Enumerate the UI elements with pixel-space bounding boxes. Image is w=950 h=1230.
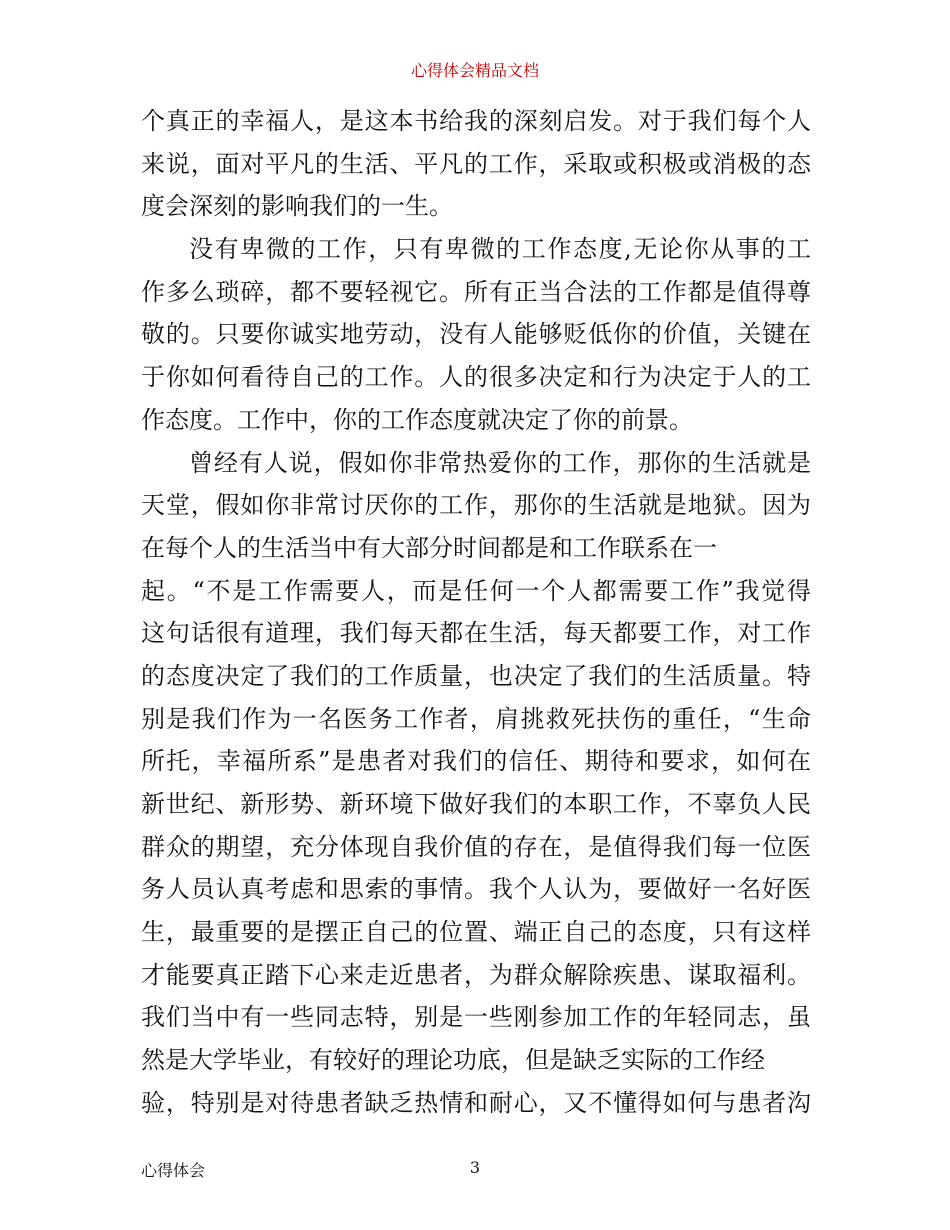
text-line: 我们当中有一些同志特，别是一些刚参加工作的年轻同志，虽 xyxy=(141,1003,811,1032)
text-line: 群众的期望，充分体现自我价值的存在，是值得我们每一位医 xyxy=(141,832,811,861)
text-line: 这句话很有道理，我们每天都在生活，每天都要工作，对工作 xyxy=(141,619,811,648)
text-line: 新世纪、新形势、新环境下做好我们的本职工作，不辜负人民 xyxy=(141,790,811,818)
text-line: 别是我们作为一名医务工作者，肩挑救死扶伤的重任，“生命 xyxy=(141,704,811,733)
text-line: 验，特别是对待患者缺乏热情和耐心，又不懂得如何与患者沟 xyxy=(141,1088,811,1117)
text-line: 没有卑微的工作，只有卑微的工作态度,无论你从事的工 xyxy=(189,235,811,264)
footer-label: 心得体会 xyxy=(141,1161,206,1180)
text-line: 曾经有人说，假如你非常热爱你的工作，那你的生活就是 xyxy=(189,448,811,477)
text-line: 天堂，假如你非常讨厌你的工作，那你的生活就是地狱。因为 xyxy=(141,491,811,520)
text-line: 起。“不是工作需要人，而是任何一个人都需要工作”我觉得 xyxy=(141,576,811,605)
text-line: 然是大学毕业，有较好的理论功底，但是缺乏实际的工作经 xyxy=(141,1046,765,1075)
text-line: 务人员认真考虑和思索的事情。我个人认为，要做好一名好医 xyxy=(141,875,811,904)
text-line: 的态度决定了我们的工作质量，也决定了我们的生活质量。特 xyxy=(141,661,811,690)
text-line: 才能要真正踏下心来走近患者，为群众解除疾患、谋取福利。 xyxy=(141,960,811,989)
text-line: 生，最重要的是摆正自己的位置、端正自己的态度，只有这样 xyxy=(141,918,811,947)
text-line: 个真正的幸福人，是这本书给我的深刻启发。对于我们每个人 xyxy=(141,107,811,135)
text-line: 作多么琐碎，都不要轻视它。所有正当合法的工作都是值得尊 xyxy=(141,277,811,306)
text-line: 作态度。工作中，你的工作态度就决定了你的前景。 xyxy=(141,405,693,434)
page-header-title: 心得体会精品文档 xyxy=(410,61,539,80)
body-text xyxy=(141,100,811,1125)
text-line: 于你如何看待自己的工作。人的很多决定和行为决定于人的工 xyxy=(141,363,811,392)
text-line: 在每个人的生活当中有大部分时间都是和工作联系在一 xyxy=(141,533,717,562)
text-line: 敬的。只要你诚实地劳动，没有人能够贬低你的价值，关键在 xyxy=(141,320,811,349)
text-line: 来说，面对平凡的生活、平凡的工作，采取或积极或消极的态 xyxy=(141,149,811,178)
text-line: 所托，幸福所系”是患者对我们的信任、期待和要求，如何在 xyxy=(141,747,811,776)
page-number: 3 xyxy=(469,1158,481,1177)
text-line: 度会深刻的影响我们的一生。 xyxy=(141,192,453,221)
